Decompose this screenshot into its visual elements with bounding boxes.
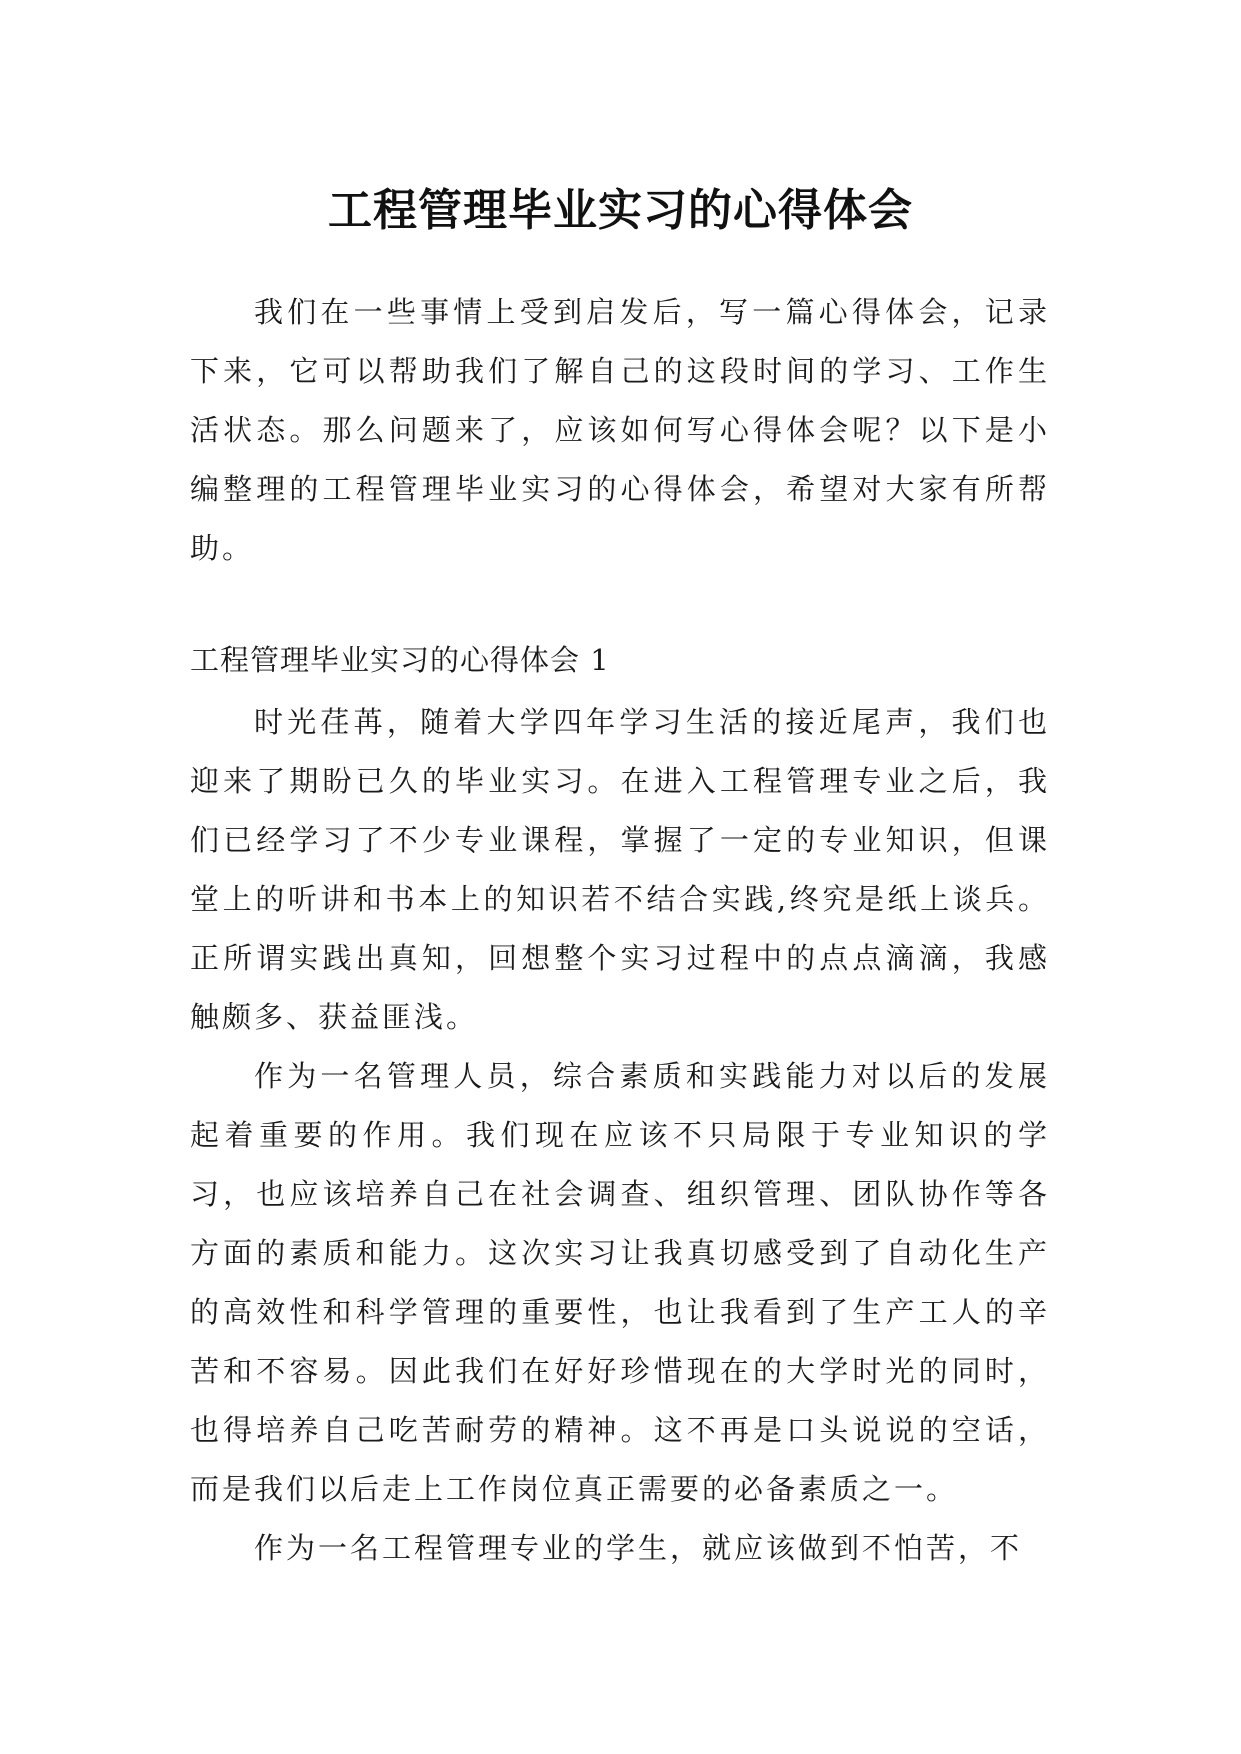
body-paragraph-1: 时光荏苒，随着大学四年学习生活的接近尾声，我们也迎来了期盼已久的毕业实习。在进入工程管理专业之后，我们已经学习了不少专业课程，掌握了一定的专业知识，但课堂上的听讲和书本上的知识若不结合实践,终究是纸上谈兵。正所谓实践出真知，回想整个实习过程中的点点滴滴，我感触颇多、获益匪浅。 (190, 705, 1050, 1034)
section-heading: 工程管理毕业实习的心得体会 1 (190, 643, 610, 677)
intro-text: 我们在一些事情上受到启发后，写一篇心得体会，记录下来，它可以帮助我们了解自己的这段时间的学习、工作生活状态。那么问题来了，应该如何写心得体会呢？以下是小编整理的工程管理毕业实习的心得体会，希望对大家有所帮助。 (190, 295, 1050, 565)
section-body (190, 693, 1050, 1578)
intro-paragraph (190, 283, 1050, 578)
document-title: 工程管理毕业实习的心得体会 (328, 185, 913, 237)
body-paragraph-2: 作为一名管理人员，综合素质和实践能力对以后的发展起着重要的作用。我们现在应该不只局限于专业知识的学习，也应该培养自己在社会调查、组织管理、团队协作等各方面的素质和能力。这次实习让我真切感受到了自动化生产的高效性和科学管理的重要性，也让我看到了生产工人的辛苦和不容易。因此我们在好好珍惜现在的大学时光的同时，也得培养自己吃苦耐劳的精神。这不再是口头说说的空话，而是我们以后走上工作岗位真正需要的必备素质之一。 (190, 1059, 1050, 1506)
body-paragraph-3: 作为一名工程管理专业的学生，就应该做到不怕苦，不 (254, 1531, 1023, 1565)
